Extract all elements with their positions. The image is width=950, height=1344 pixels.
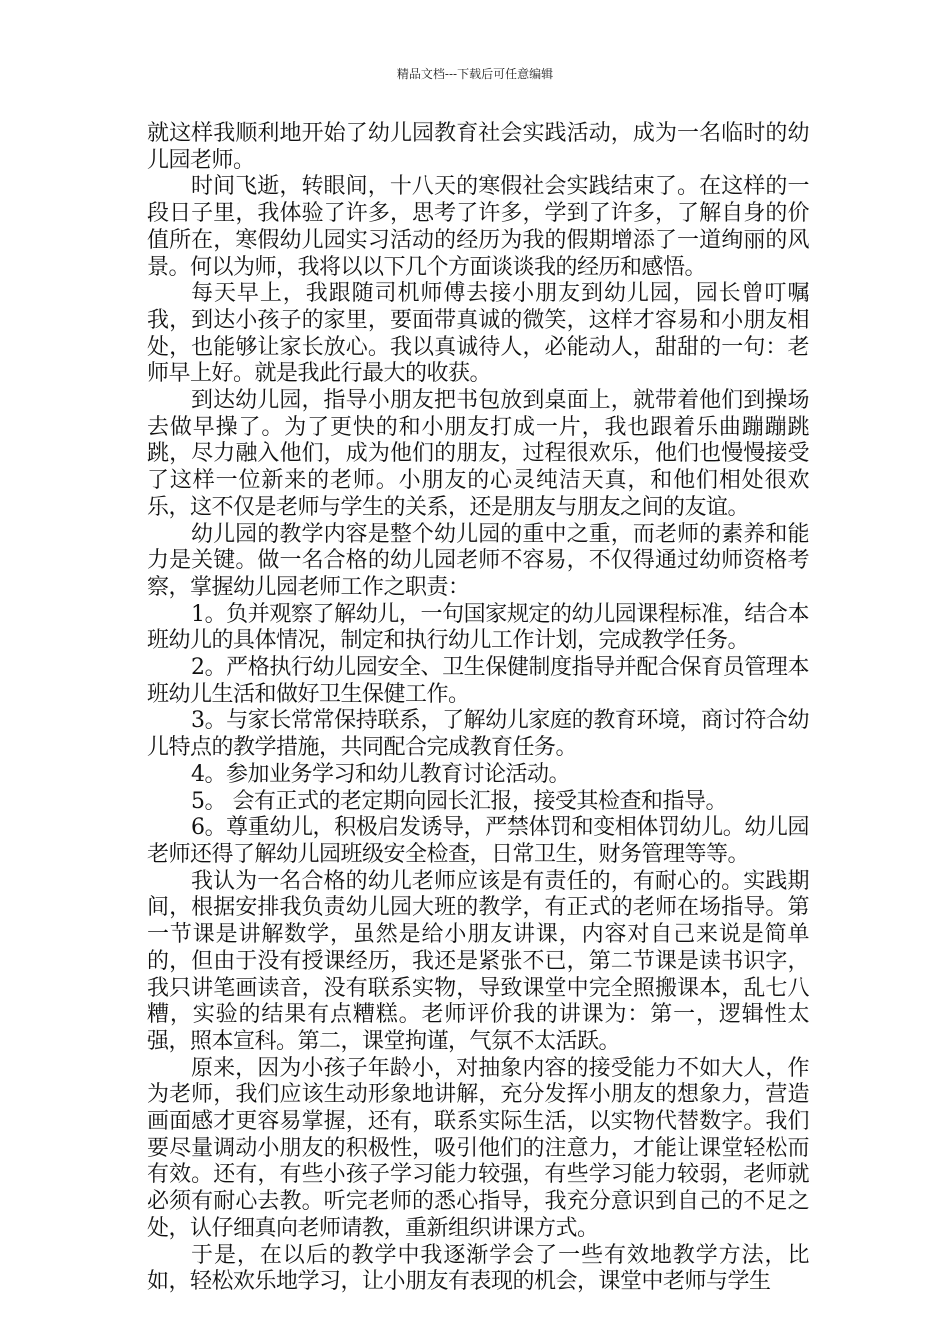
list-item: 3。与家长常常保持联系，了解幼儿家庭的教育环境，商讨符合幼儿特点的教学措施，共同配合完成教育任务。 bbox=[147, 708, 809, 761]
paragraph: 就这样我顺利地开始了幼儿园教育社会实践活动，成为一名临时的幼儿园老师。 bbox=[147, 121, 809, 173]
paragraph: 于是，在以后的教学中我逐渐学会了一些有效地教学方法，比如，轻松欢乐地学习，让小朋友有表现的机会，课堂中老师与学生 bbox=[147, 1242, 809, 1295]
list-item: 5。 会有正式的老定期向园长汇报，接受其检查和指导。 bbox=[191, 788, 727, 814]
page-header: 精品文档---下载后可任意编辑 bbox=[396, 67, 554, 81]
list-item: 4。参加业务学习和幼儿教育讨论活动。 bbox=[191, 761, 570, 787]
list-item: 1。负并观察了解幼儿，一句国家规定的幼儿园课程标准，结合本班幼儿的具体情况，制定和执行幼儿工作计划，完成教学任务。 bbox=[147, 601, 809, 654]
list-item: 6。尊重幼儿，积极启发诱导，严禁体罚和变相体罚幼儿。幼儿园老师还得了解幼儿园班级安全检查，日常卫生，财务管理等等。 bbox=[147, 815, 809, 867]
paragraph: 到达幼儿园，指导小朋友把书包放到桌面上，就带着他们到操场去做早操了。为了更快的和小朋友打成一片，我也跟着乐曲蹦蹦跳跳，尽力融入他们，成为他们的朋友，过程很欢乐，他们也慢慢接受了这样一位新来的老师。小朋友的心灵纯洁天真，和他们相处很欢乐，这不仅是老师与学生的关系，还是朋友与朋友之间的友谊。 bbox=[147, 388, 809, 520]
paragraph: 每天早上，我跟随司机师傅去接小朋友到幼儿园，园长曾叮嘱我，到达小孩子的家里，要面带真诚的微笑，这样才容易和小朋友相处，也能够让家长放心。我以真诚待人，必能动人，甜甜的一句：老师早上好。就是我此行最大的收获。 bbox=[147, 281, 809, 387]
list-item: 2。严格执行幼儿园安全、卫生保健制度指导并配合保育员管理本班幼儿生活和做好卫生保健工作。 bbox=[147, 655, 809, 707]
paragraph: 时间飞逝，转眼间，十八天的寒假社会实践结束了。在这样的一段日子里，我体验了许多，思考了许多，学到了许多，了解自身的价值所在，寒假幼儿园实习活动的经历为我的假期增添了一道绚丽的风景。何以为师，我将以以下几个方面谈谈我的经历和感悟。 bbox=[147, 174, 809, 280]
paragraph: 原来，因为小孩子年龄小，对抽象内容的接受能力不如大人，作为老师，我们应该生动形象地讲解，充分发挥小朋友的想象力，营造画面感才更容易掌握，还有，联系实际生活，以实物代替数字。我们要尽量调动小朋友的积极性，吸引他们的注意力，才能让课堂轻松而有效。还有，有些小孩子学习能力较强，有些学习能力较弱，老师就必须有耐心去教。听完老师的悉心指导，我充分意识到自己的不足之处，认仔细真向老师请教，重新组织讲课方式。 bbox=[147, 1055, 809, 1241]
paragraph: 幼儿园的教学内容是整个幼儿园的重中之重，而老师的素养和能力是关键。做一名合格的幼儿园老师不容易，不仅得通过幼师资格考察，掌握幼儿园老师工作之职责： bbox=[147, 521, 809, 600]
document-body bbox=[147, 121, 809, 1296]
paragraph: 我认为一名合格的幼儿老师应该是有责任的，有耐心的。实践期间，根据安排我负责幼儿园大班的教学，有正式的老师在场指导。第一节课是讲解数学，虽然是给小朋友讲课，内容对自己来说是简单的，但由于没有授课经历，我还是紧张不已，第二节课是读书识字，我只讲笔画读音，没有联系实物，导致课堂中完全照搬课本，乱七八糟，实验的结果有点糟糕。老师评价我的讲课为：第一，逻辑性太强，照本宣科。第二，课堂拘谨，气氛不太活跃。 bbox=[147, 868, 809, 1054]
